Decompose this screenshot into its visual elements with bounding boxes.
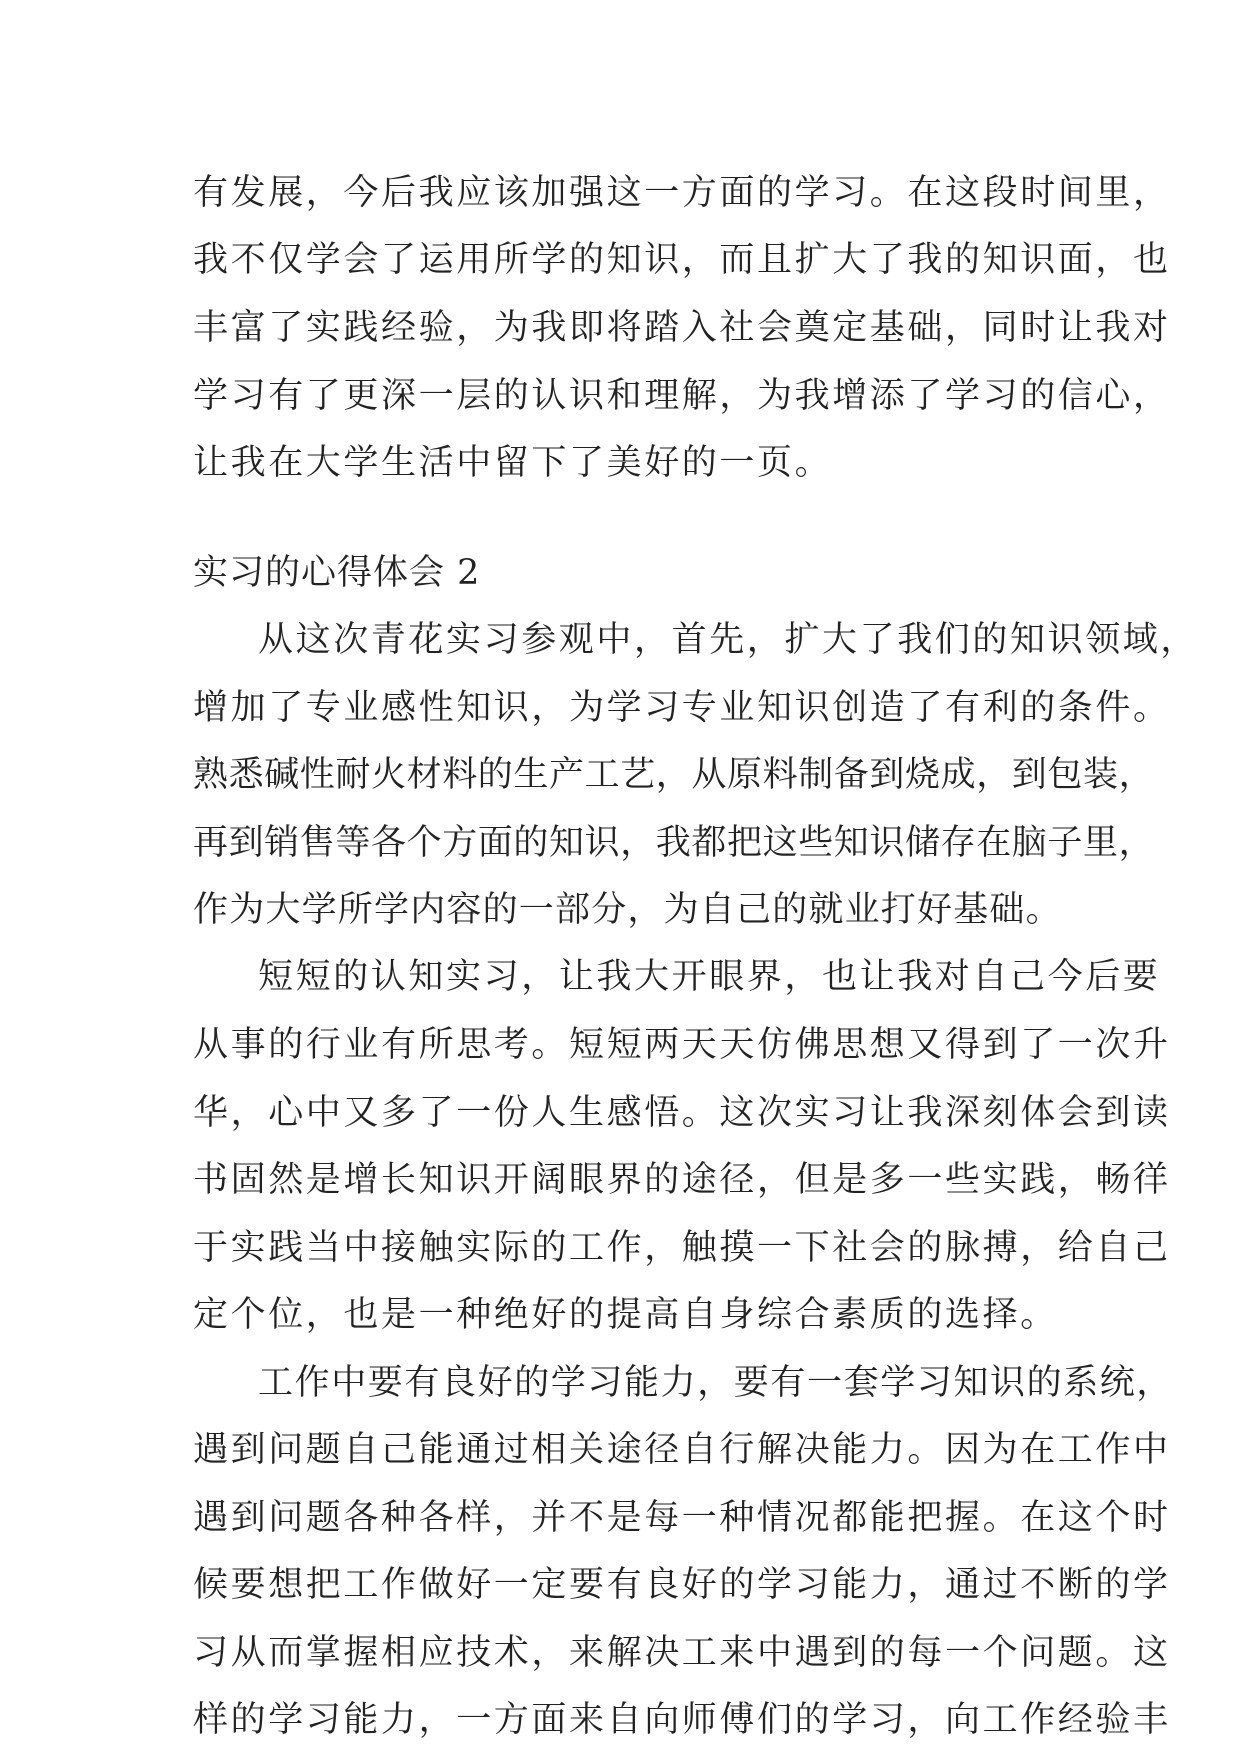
text-line: 学习有了更深一层的认识和理解，为我增添了学习的信心， [193,376,1171,416]
text-line: 作为大学所学内容的一部分，为自己的就业打好基础。 [193,890,1062,930]
text-line: 丰富了实践经验，为我即将踏入社会奠定基础，同时让我对 [193,308,1171,348]
text-line: 有发展，今后我应该加强这一方面的学习。在这段时间里， [193,173,1171,213]
section-title: 实习的心得体会 2 [193,553,481,593]
text-line: 习从而掌握相应技术，来解决工来中遇到的每一个问题。这 [193,1633,1171,1673]
text-line: 华，心中又多了一份人生感悟。这次实习让我深刻体会到读 [193,1093,1171,1133]
text-line: 于实践当中接触实际的工作，触摸一下社会的脉搏，给自己 [193,1228,1171,1268]
text-line: 候要想把工作做好一定要有良好的学习能力，通过不断的学 [193,1565,1171,1605]
text-line: 遇到问题各种各样，并不是每一种情况都能把握。在这个时 [193,1498,1171,1538]
text-line: 熟悉碱性耐火材料的生产工艺，从原料制备到烧成，到包装， [193,755,1155,795]
text-line: 让我在大学生活中留下了美好的一页。 [193,443,833,483]
text-line: 样的学习能力，一方面来自向师傅们的学习，向工作经验丰 [193,1700,1171,1740]
text-line: 定个位，也是一种绝好的提高自身综合素质的选择。 [193,1295,1058,1335]
text-line: 从这次青花实习参观中，首先，扩大了我们的知识领域， [258,620,1199,660]
text-line: 我不仅学会了运用所学的知识，而且扩大了我的知识面，也 [193,240,1171,280]
text-line: 遇到问题自己能通过相关途径自行解决能力。因为在工作中 [193,1430,1171,1470]
text-line: 短短的认知实习，让我大开眼界，也让我对自己今后要 [258,957,1161,997]
text-line: 工作中要有良好的学习能力，要有一套学习知识的系统， [258,1363,1174,1403]
text-line: 再到销售等各个方面的知识，我都把这些知识储存在脑子里， [193,823,1155,863]
text-line: 增加了专业感性知识，为学习专业知识创造了有利的条件。 [193,688,1171,728]
text-line: 从事的行业有所思考。短短两天天仿佛思想又得到了一次升 [193,1025,1171,1065]
text-line: 书固然是增长知识开阔眼界的途径，但是多一些实践，畅徉 [193,1160,1171,1200]
